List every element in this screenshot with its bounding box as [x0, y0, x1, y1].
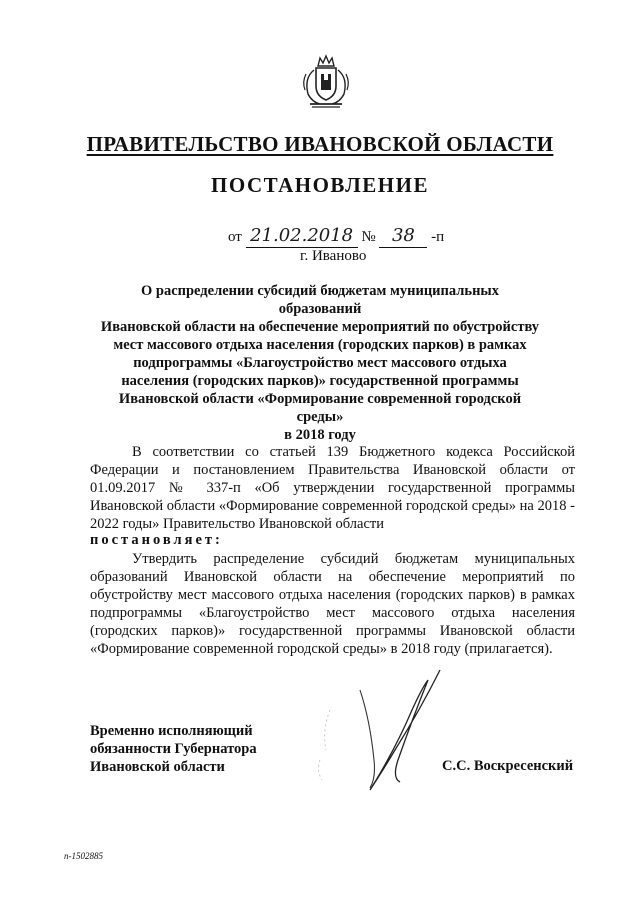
signer-title-line: Ивановской области — [90, 759, 225, 775]
resolution-paragraph: Утвердить распределение субсидий бюджетам муниципальных образований Ивановской области на обеспечение мероприятий по обустройству мест массового отдыха населения (городских парков) в рамках подпрограммы «Благоустройство мест массового отдыха населения (городских парков)» государственной программы Ивановской области «Формирование современной городской среды» в 2018 году (прилагается). — [90, 551, 575, 657]
subject-line: населения (городских парков)» государственной программы — [121, 373, 519, 389]
subject-line: подпрограммы «Благоустройство мест массового отдыха — [133, 355, 507, 371]
subject-line: Ивановской области на обеспечение мероприятий по обустройству — [100, 319, 540, 335]
subject-line: Ивановской области «Формирование современной городской среды» — [118, 391, 522, 425]
document-type: ПОСТАНОВЛЕНИЕ — [211, 173, 429, 197]
number-field — [379, 226, 427, 248]
date-number-line — [228, 226, 444, 248]
document-subject — [100, 282, 540, 444]
signer-title-line: обязанности Губернатора — [90, 741, 257, 757]
government-title: ПРАВИТЕЛЬСТВО ИВАНОВСКОЙ ОБЛАСТИ — [86, 132, 554, 156]
number-suffix: -п — [431, 229, 445, 245]
signer-name: С.С. Воскресенский — [442, 758, 574, 774]
handwritten-date: 21.02.2018 — [250, 225, 354, 246]
date-prefix: от — [228, 229, 242, 245]
coat-of-arms-emblem — [296, 52, 356, 112]
handwritten-signature — [300, 650, 460, 810]
signer-title — [90, 722, 257, 776]
date-field — [246, 226, 358, 248]
number-sign: № — [361, 229, 376, 245]
city: г. Иваново — [300, 248, 367, 264]
handwritten-number: 38 — [391, 225, 415, 246]
signer-title-line: Временно исполняющий — [90, 723, 253, 739]
resolve-word: постановляет: — [90, 532, 223, 548]
preamble-paragraph: В соответствии со статьей 139 Бюджетного кодекса Российской Федерации и постановлением Правительства Ивановской области от 01.09.2017 № 337-п «Об утверждении государственной программы Ивановской области «Формирование современной городской среды» на 2018 - 2022 годы» Правительство Ивановской области — [90, 444, 575, 532]
document-serial-number: п-1502885 — [64, 851, 103, 861]
subject-line: в 2018 году — [284, 427, 356, 443]
subject-line: О распределении субсидий бюджетам муниципальных образований — [140, 283, 499, 317]
subject-line: мест массового отдыха населения (городских парков) в рамках — [113, 337, 527, 353]
